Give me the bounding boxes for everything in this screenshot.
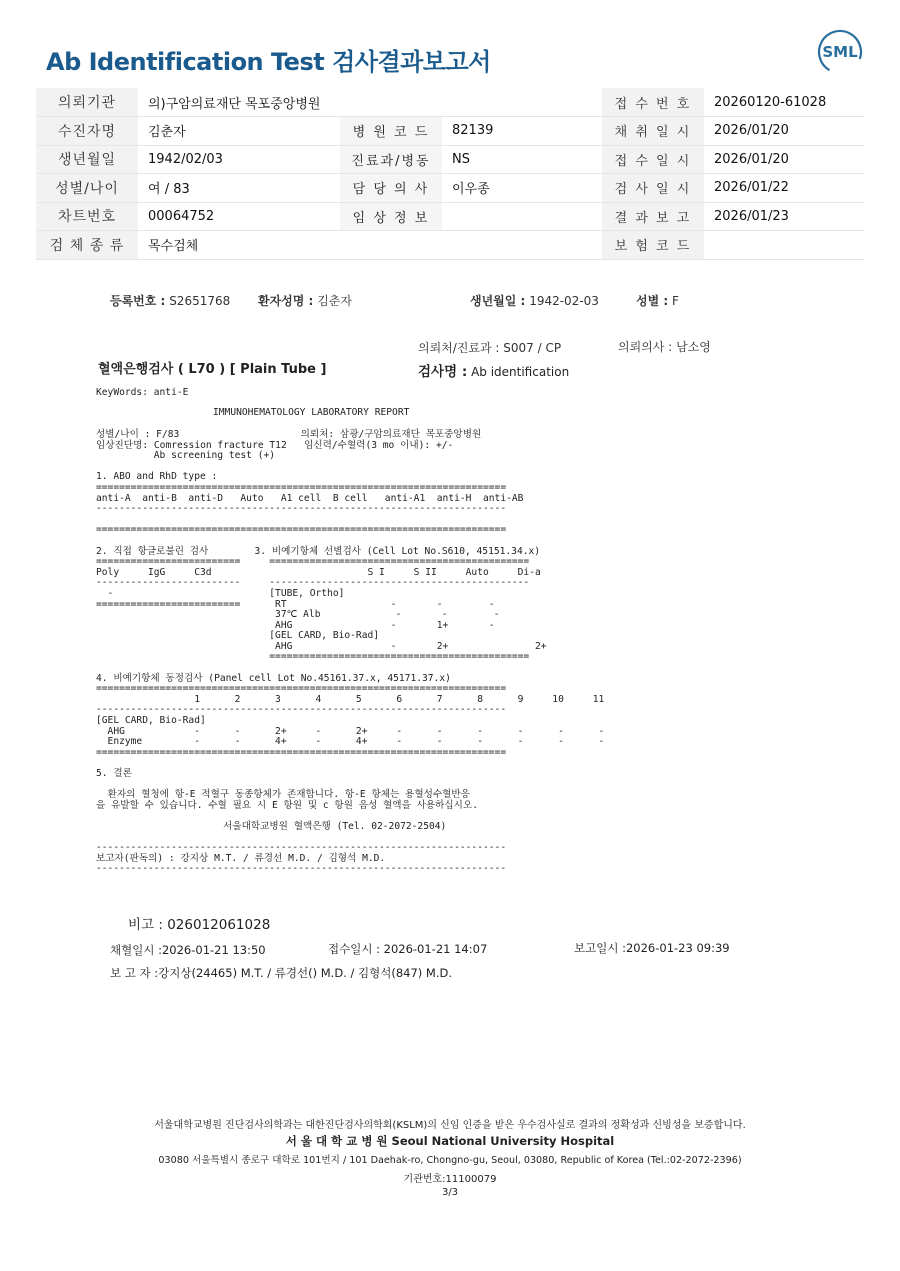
report-line: 2. 직접 항글로불린 검사 3. 비예기항체 선별검사 (Cell Lot No.S610, 45151.34.x): [96, 545, 541, 557]
footer-certification: 서울대학교병원 진단검사의학과는 대한진단검사의학회(KSLM)의 신임 인증을 받은 우수검사실로 결과의 정확성과 신빙성을 보증합니다.: [154, 1120, 746, 1131]
info-label: [340, 88, 442, 117]
info-label: 검 사 일 시: [602, 174, 704, 203]
logo-text: SML: [822, 43, 858, 61]
info-value: 목수검체: [138, 231, 340, 260]
info-label: 담 당 의 사: [340, 174, 442, 203]
report-line: 5. 결론: [96, 768, 132, 779]
info-label: 결 과 보 고: [602, 202, 704, 231]
info-value: 이우종: [442, 174, 602, 203]
page-number: 3/3: [441, 1187, 459, 1198]
info-label: 진료과/병동: [340, 145, 442, 174]
report-line: -----------------------------------------------------------------------: [96, 704, 507, 716]
report-line: 1 2 3 4 5 6 7 8 9 10 11: [96, 693, 605, 705]
report-time: 보고일시 :2026-01-23 09:39: [574, 941, 730, 955]
birth-date: 생년월일 : 1942-02-03: [470, 294, 599, 308]
report-line: 4. 비예기항체 동정검사 (Panel cell Lot No.45161.37.x, 45171.37.x): [96, 672, 451, 684]
info-row: [36, 145, 864, 174]
report-line: =======================================================================: [96, 524, 507, 536]
report-line: 보고자(판독의) : 강지상 M.T. / 류경선 M.D. / 김형석 M.D.: [96, 852, 386, 864]
info-value: [442, 202, 602, 231]
info-label: 차트번호: [36, 202, 138, 231]
info-value: 2026/01/20: [704, 145, 864, 174]
report-line: 1. ABO and RhD type :: [96, 471, 218, 483]
report-line: 성별/나이 : F/83 의뢰처: 삼광/구암의료재단 목포중앙병원: [96, 429, 482, 440]
info-value: 2026/01/23: [704, 202, 864, 231]
patient-info-table: [36, 88, 864, 260]
info-label: 검 체 종 류: [36, 231, 138, 260]
receipt-time: 접수일시 : 2026-01-21 14:07: [328, 942, 488, 956]
report-line: =============================================: [96, 651, 530, 663]
report-line: [96, 758, 604, 769]
report-line: AHG - 1+ -: [96, 619, 495, 631]
info-value: 여 / 83: [138, 174, 340, 203]
info-label: 수진자명: [36, 117, 138, 146]
footer-hospital-name: 서 울 대 학 교 병 원 Seoul National University Hospital: [285, 1134, 615, 1148]
lab-report-title: IMMUNOHEMATOLOGY LABORATORY REPORT: [213, 407, 410, 418]
footer-institution-code: 기관번호:11100079: [403, 1174, 497, 1185]
report-line: Enzyme - - 4+ - 4+ - - - - - -: [96, 736, 605, 748]
test-name: 검사명 : Ab identification: [418, 364, 570, 380]
info-value: [442, 231, 602, 260]
report-line: 임상진단명: Comression fracture T12 임신력/수혈력(3 mo 이내): +/-: [96, 439, 454, 451]
report-line: anti-A anti-B anti-D Auto A1 cell B cell anti-A1 anti-H anti-AB: [96, 492, 524, 504]
report-line: 37℃ Alb - - -: [96, 609, 500, 621]
info-row: [36, 88, 864, 117]
reporters: 보 고 자 :강지상(24465) M.T. / 류경선() M.D. / 김형석(847) M.D.: [110, 966, 453, 980]
info-row: [36, 202, 864, 231]
info-row: [36, 174, 864, 203]
info-value: [442, 88, 602, 117]
report-line: ========================= =============================================: [96, 556, 530, 568]
info-label: 접 수 일 시: [602, 145, 704, 174]
report-line: =======================================================================: [96, 746, 507, 758]
report-line: 환자의 혈청에 항-E 적혈구 동종항체가 존재합니다. 항-E 항체는 용혈성수혈반응: [96, 789, 470, 801]
report-line: 서울대학교병원 혈액은행 (Tel. 02-2072-2504): [96, 820, 447, 832]
collection-time: 채혈일시 :2026-01-21 13:50: [110, 943, 266, 957]
report-line: ------------------------- ---------------------------------------------: [96, 577, 530, 589]
info-label: 생년월일: [36, 145, 138, 174]
info-value: 1942/02/03: [138, 145, 340, 174]
report-line: =======================================================================: [96, 481, 507, 493]
info-label: 보 험 코 드: [602, 231, 704, 260]
page-title: Ab Identification Test 검사결과보고서: [46, 48, 491, 76]
info-value: 2026/01/22: [704, 174, 864, 203]
info-row: [36, 231, 864, 260]
report-line: [96, 536, 604, 547]
requesting-doctor: 의뢰의사 : 남소영: [618, 340, 711, 354]
report-line: -----------------------------------------------------------------------: [96, 842, 507, 854]
sml-logo: [816, 28, 864, 76]
registration-number: 등록번호 : S2651768: [110, 294, 231, 308]
report-line: [GEL CARD, Bio-Rad]: [96, 715, 206, 727]
report-line: AHG - - 2+ - 2+ - - - - - -: [96, 725, 605, 737]
report-line: - [TUBE, Ortho]: [96, 587, 345, 599]
info-label: 채 취 일 시: [602, 117, 704, 146]
report-line: -----------------------------------------------------------------------: [96, 503, 507, 515]
footer-address: 03080 서울특별시 종로구 대학로 101번지 / 101 Daehak-ro, Chongno-gu, Seoul, 03080, Republic of Korea (Tel.:02-2072-2396): [158, 1155, 742, 1166]
section-title: 혈액은행검사 ( L70 ) [ Plain Tube ]: [98, 362, 327, 377]
info-value: 20260120-61028: [704, 88, 864, 117]
report-line: 을 유발할 수 있습니다. 수혈 필요 시 E 항원 및 c 항원 음성 혈액을 사용하십시오.: [96, 799, 478, 811]
report-line: Poly IgG C3d S I S II Auto Di-a: [96, 566, 541, 578]
info-value: 00064752: [138, 202, 340, 231]
info-value: 의)구암의료재단 목포중앙병원: [138, 88, 340, 117]
info-value: [704, 231, 864, 260]
report-line: Ab screening test (+): [96, 450, 276, 462]
lab-report-body: [96, 430, 604, 875]
sex: 성별 : F: [636, 294, 679, 308]
report-line: =======================================================================: [96, 683, 507, 695]
report-line: ========================= RT - - -: [96, 598, 495, 610]
info-row: [36, 117, 864, 146]
info-value: NS: [442, 145, 602, 174]
info-value: 82139: [442, 117, 602, 146]
info-label: [340, 231, 442, 260]
keywords: KeyWords: anti-E: [96, 387, 189, 398]
info-value: 2026/01/20: [704, 117, 864, 146]
report-line: [GEL CARD, Bio-Rad]: [96, 630, 380, 642]
requesting-dept: 의뢰처/진료과 : S007 / CP: [418, 341, 562, 355]
info-label: 접 수 번 호: [602, 88, 704, 117]
remark: 비고 : 026012061028: [128, 917, 271, 933]
info-label: 임 상 정 보: [340, 202, 442, 231]
patient-name: 환자성명 : 김춘자: [258, 294, 352, 308]
report-line: AHG - 2+ 2+: [96, 640, 547, 652]
info-label: 성별/나이: [36, 174, 138, 203]
info-label: 의뢰기관: [36, 88, 138, 117]
info-label: 병 원 코 드: [340, 117, 442, 146]
report-line: -----------------------------------------------------------------------: [96, 863, 507, 875]
info-value: 김춘자: [138, 117, 340, 146]
